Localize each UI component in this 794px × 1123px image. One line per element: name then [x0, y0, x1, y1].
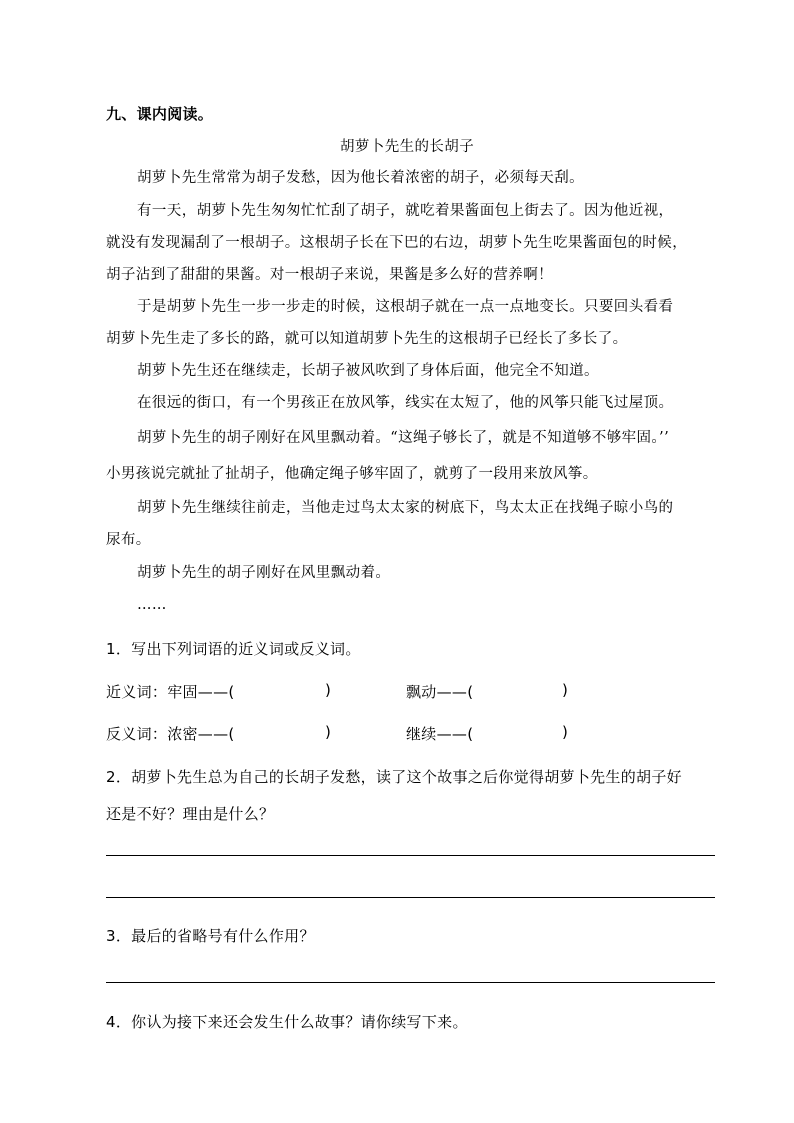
answer-line[interactable]: [106, 855, 715, 856]
story-line: 胡萝卜先生继续往前走，当他走过鸟太太家的树底下，鸟太太正在找绳子晾小鸟的: [137, 500, 674, 516]
story-line: 胡萝卜先生走了多长的路，就可以知道胡萝卜先生的这根胡子已经长了多长了。: [106, 331, 628, 347]
question-1: 1．写出下列词语的近义词或反义词。: [106, 640, 361, 658]
story-line: 尿布。: [106, 532, 151, 548]
ellipsis: ……: [137, 597, 167, 613]
section-heading: 九、课内阅读。: [106, 105, 214, 123]
answer-line[interactable]: [106, 982, 715, 983]
synonym-answer-close-2[interactable]: ): [562, 681, 569, 699]
answer-line[interactable]: [106, 897, 715, 898]
story-line: 胡萝卜先生的胡子刚好在风里飘动着。“这绳子够长了，就是不知道够不够牢固。’’: [137, 430, 670, 446]
story-line: 在很远的街口，有一个男孩正在放风筝，线实在太短了，他的风筝只能飞过屋顶。: [137, 395, 674, 411]
question-4: 4．你认为接下来还会发生什么故事？请你续写下来。: [106, 1013, 468, 1031]
antonym-answer-close-1[interactable]: ): [325, 723, 332, 741]
synonym-item-1: 近义词：牢固——(: [106, 683, 235, 701]
synonym-item-2: 飘动——(: [406, 683, 474, 701]
antonym-item-2: 继续——(: [406, 725, 474, 743]
antonym-answer-close-2[interactable]: ): [562, 723, 569, 741]
story-line: 小男孩说完就扯了扯胡子，他确定绳子够牢固了，就剪了一段用来放风筝。: [106, 466, 598, 482]
story-line: 就没有发现漏刮了一根胡子。这根胡子长在下巴的右边，胡萝卜先生吃果酱面包的时候，: [106, 235, 688, 251]
story-line: 胡萝卜先生还在继续走，长胡子被风吹到了身体后面，他完全不知道。: [137, 363, 599, 379]
question-3: 3．最后的省略号有什么作用？: [106, 927, 315, 945]
story-line: 胡萝卜先生常常为胡子发愁，因为他长着浓密的胡子，必须每天刮。: [137, 170, 584, 186]
story-line: 于是胡萝卜先生一步一步走的时候，这根胡子就在一点一点地变长。只要回头看看: [137, 299, 674, 315]
question-2-line-1: 2．胡萝卜先生总为自己的长胡子发愁，读了这个故事之后你觉得胡萝卜先生的胡子好: [106, 768, 682, 786]
antonym-item-1: 反义词：浓密——(: [106, 725, 235, 743]
story-line: 胡子沾到了甜甜的果酱。对一根胡子来说，果酱是多么好的营养啊！: [106, 267, 553, 283]
story-line: 有一天，胡萝卜先生匆匆忙忙刮了胡子，就吃着果酱面包上街去了。因为他近视，: [137, 203, 674, 219]
question-2-line-2: 还是不好？理由是什么？: [106, 805, 275, 823]
story-line: 胡萝卜先生的胡子刚好在风里飘动着。: [137, 565, 391, 581]
synonym-answer-close-1[interactable]: ): [325, 681, 332, 699]
story-title: 胡萝卜先生的长胡子: [340, 139, 475, 155]
